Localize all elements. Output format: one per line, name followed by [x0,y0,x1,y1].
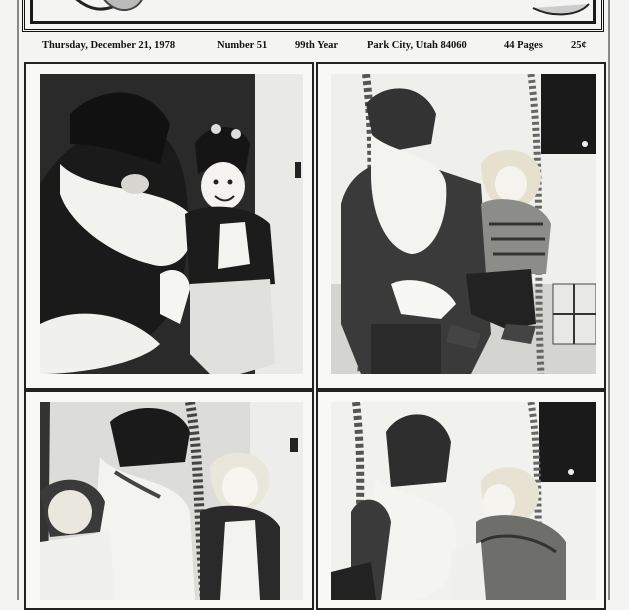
page-border-right [608,0,610,600]
dateline [40,40,600,56]
santa-with-two-girls-photo [40,402,303,600]
publication-location: Park City, Utah 84060 [367,40,467,51]
page-count: 44 Pages [504,40,543,51]
volume-year: 99th Year [295,40,339,51]
page-border-left [17,0,19,600]
masthead-artwork [30,0,596,24]
santa-with-boy-photo [40,74,303,374]
issue-date: Thursday, December 21, 1978 [42,40,176,51]
issue-price: 25¢ [571,40,587,51]
santa-with-child-photo [331,402,596,600]
santa-with-toddler-photo [331,74,596,374]
issue-number: Number 51 [217,40,268,51]
